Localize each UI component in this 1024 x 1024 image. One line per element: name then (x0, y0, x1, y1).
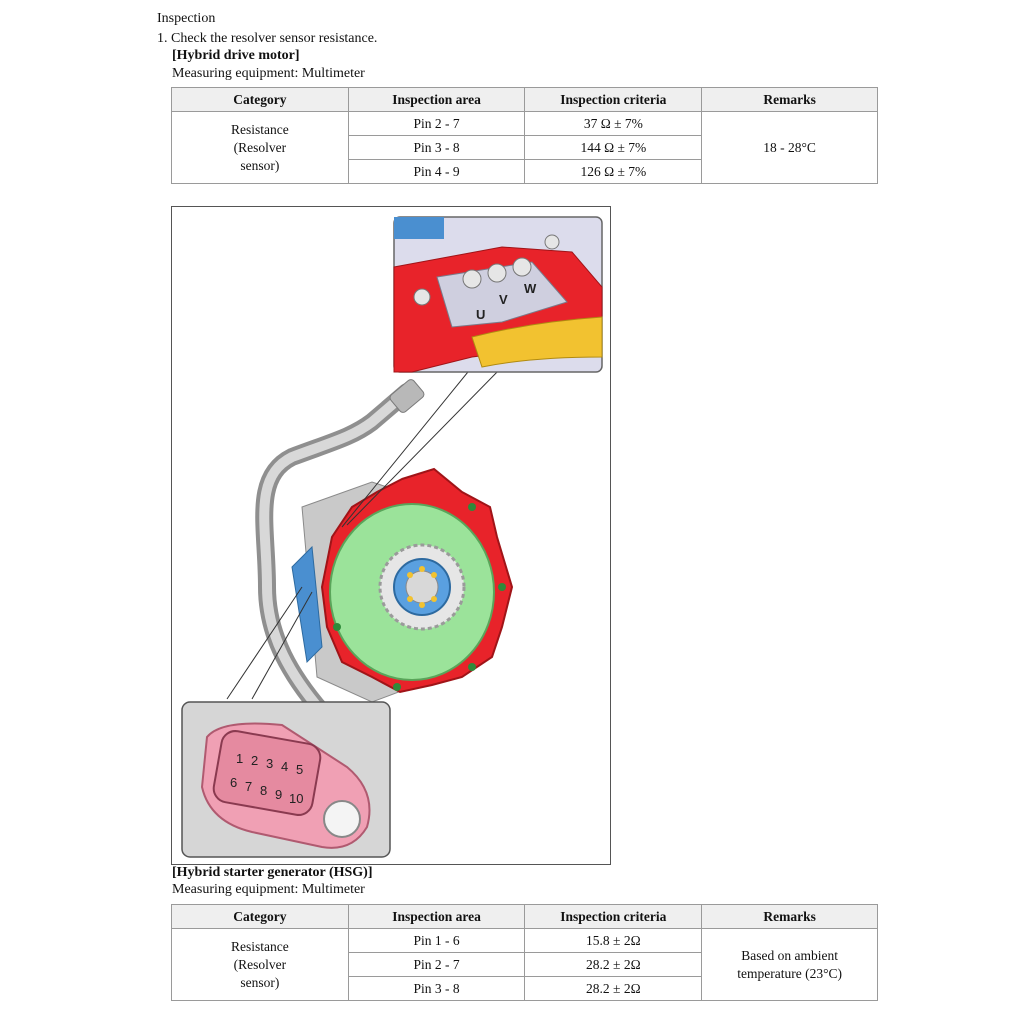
table-header-row (172, 88, 878, 112)
header-category: Category (172, 88, 349, 112)
category-line: Resistance (231, 121, 289, 137)
step-instruction: 1. Check the resolver sensor resistance. (157, 31, 378, 46)
category-line: Resistance (231, 938, 289, 954)
category-cell (172, 929, 349, 1001)
area-cell: Pin 1 - 6 (348, 929, 525, 953)
remarks-line: 18 - 28°C (763, 139, 816, 155)
hsg-spec-table (171, 904, 878, 1001)
hsg-equipment: Measuring equipment: Multimeter (172, 882, 365, 897)
remarks-line: temperature (23°C) (737, 965, 842, 981)
category-line: (Resolver (233, 139, 287, 155)
header-inspection-area: Inspection area (348, 88, 525, 112)
pin-label-7: 7 (245, 779, 253, 794)
header-remarks: Remarks (702, 88, 878, 112)
terminal-inset (394, 217, 602, 372)
table-row (172, 929, 878, 953)
criteria-cell: 28.2 ± 2Ω (525, 953, 702, 977)
header-inspection-criteria: Inspection criteria (525, 905, 702, 929)
header-inspection-area: Inspection area (348, 905, 525, 929)
area-cell: Pin 4 - 9 (348, 160, 525, 184)
phase-label-w: W (524, 281, 537, 296)
table-header-row (172, 905, 878, 929)
pin-label-2: 2 (251, 753, 259, 768)
motor-drawing (172, 207, 610, 864)
category-line: (Resolver (233, 956, 287, 972)
area-cell: Pin 3 - 8 (348, 977, 525, 1001)
table-row (172, 112, 878, 136)
header-category: Category (172, 905, 349, 929)
motor-illustration (171, 206, 611, 865)
remarks-line: Based on ambient (741, 947, 838, 963)
pin-label-8: 8 (260, 783, 268, 798)
pin-label-6: 6 (230, 775, 238, 790)
area-cell: Pin 2 - 7 (348, 953, 525, 977)
section-heading: Inspection (157, 11, 216, 26)
pin-label-1: 1 (236, 751, 244, 766)
criteria-cell: 37 Ω ± 7% (525, 112, 702, 136)
header-inspection-criteria: Inspection criteria (525, 88, 702, 112)
remarks-cell (702, 112, 878, 184)
category-line: sensor) (240, 157, 280, 173)
motor-section-title: [Hybrid drive motor] (172, 48, 300, 63)
criteria-cell: 28.2 ± 2Ω (525, 977, 702, 1001)
motor-equipment: Measuring equipment: Multimeter (172, 66, 365, 81)
area-cell: Pin 3 - 8 (348, 136, 525, 160)
pin-label-4: 4 (281, 759, 289, 774)
criteria-cell: 144 Ω ± 7% (525, 136, 702, 160)
phase-label-v: V (499, 292, 508, 307)
motor-spec-table (171, 87, 878, 184)
pin-label-10: 10 (289, 791, 304, 806)
category-line: sensor) (240, 974, 280, 990)
header-remarks: Remarks (702, 905, 878, 929)
category-cell (172, 112, 349, 184)
phase-label-u: U (476, 307, 486, 322)
criteria-cell: 15.8 ± 2Ω (525, 929, 702, 953)
pin-label-9: 9 (275, 787, 283, 802)
area-cell: Pin 2 - 7 (348, 112, 525, 136)
pin-label-3: 3 (266, 756, 274, 771)
pin-label-5: 5 (296, 762, 304, 777)
criteria-cell: 126 Ω ± 7% (525, 160, 702, 184)
hsg-section-title: [Hybrid starter generator (HSG)] (172, 865, 373, 880)
connector-inset (182, 702, 390, 857)
remarks-cell (702, 929, 878, 1001)
